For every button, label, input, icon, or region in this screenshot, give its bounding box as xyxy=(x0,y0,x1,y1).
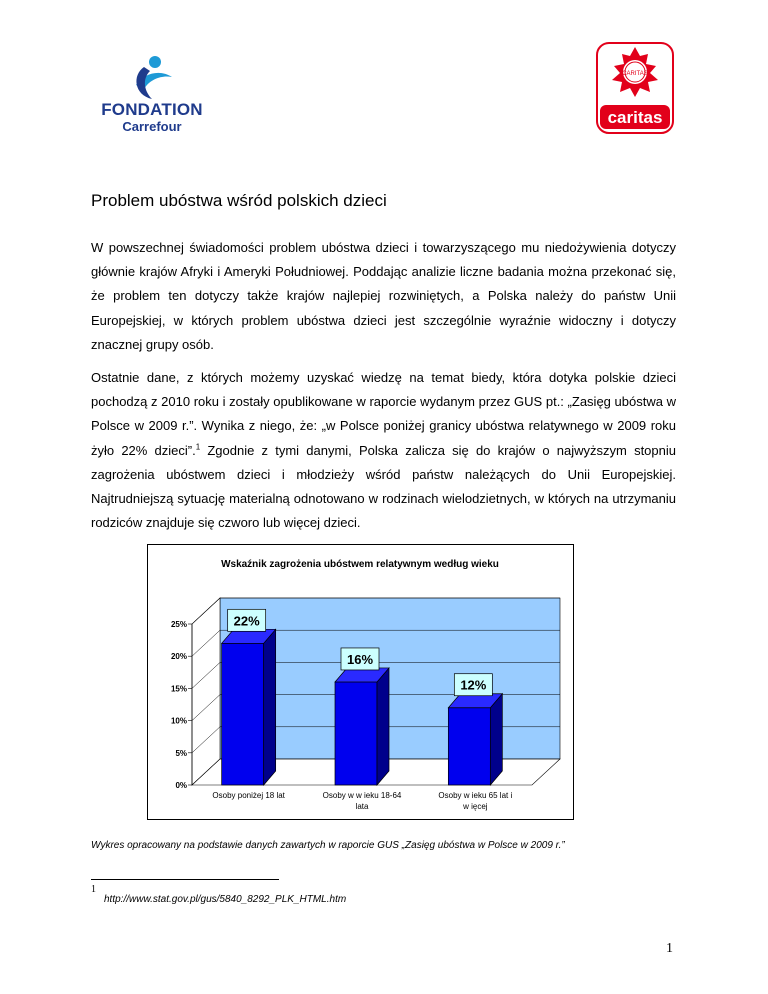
caritas-logo xyxy=(596,42,674,134)
caritas-seal-text: CARITAS xyxy=(622,71,648,77)
carrefour-logo-text: Carrefour xyxy=(122,119,182,134)
data-label: 12% xyxy=(460,677,487,693)
footnote-number: 1 xyxy=(91,884,96,895)
y-tick-label: 25% xyxy=(170,620,187,629)
y-tick-label: 15% xyxy=(170,684,187,694)
x-tick-label: Osoby w ieku 65 lat i xyxy=(438,791,513,800)
caritas-logo-text: caritas xyxy=(607,108,663,127)
fondation-carrefour-logo xyxy=(94,55,210,135)
data-label: 22% xyxy=(233,613,260,629)
bar xyxy=(448,708,490,785)
x-tick-label: Osoby w w ieku 18-64 xyxy=(322,791,402,800)
paragraph-2-part-1: Ostatnie dane, z których możemy uzyskać wiedzę na temat biedy, która dotyka polskie dzieci pochodzą z 2010 roku i zostały opublikowane w raporcie wydanym przez GUS pt.: „Zasięg ubóstwa w Polsce w 2009 r.”. Wynika z niego, że: „w Polsce poniżej granicy ubóstwa relatywnego w 2009 roku żyło 22% dzieci”. xyxy=(91,370,676,458)
footnote-ref: 1 xyxy=(195,442,201,452)
y-tick-label: 10% xyxy=(170,716,187,726)
x-tick-label: lata xyxy=(355,802,369,811)
y-tick-label: 0% xyxy=(175,781,187,790)
page-number: 1 xyxy=(666,941,673,956)
y-tick-label: 20% xyxy=(170,652,187,662)
bar-side xyxy=(264,629,276,785)
y-tick-label: 5% xyxy=(175,748,187,758)
chart-caption: Wykres opracowany na podstawie danych zawartych w raporcie GUS „Zasięg ubóstwa w Polsce w 2009 r.” xyxy=(91,840,565,851)
bar xyxy=(335,682,377,785)
bar-chart xyxy=(148,545,573,819)
data-label: 16% xyxy=(346,651,374,667)
bar xyxy=(222,643,264,785)
chart-side-wall xyxy=(192,598,220,785)
footnote-link[interactable]: http://www.stat.gov.pl/gus/5840_8292_PLK_HTML.htm xyxy=(104,894,347,905)
page-title: Problem ubóstwa wśród polskich dzieci xyxy=(91,191,387,210)
x-tick-label: Osoby poniżej 18 lat xyxy=(212,791,285,800)
bar-side xyxy=(377,668,389,785)
paragraph-1: W powszechnej świadomości problem ubóstwa dzieci i towarzyszącego mu niedożywienia dotyczy głównie krajów Afryki i Ameryki Południowej. Poddając analizie liczne badania można przekonać się, że problem ten dotyczy także krajów najlepiej rozwiniętych, a Polska należy do państw Unii Europejskiej, w których problem ubóstwa dzieci jest szczególnie wyraźnie widoczny i dotyczy znacznej grupy osób. xyxy=(91,240,676,352)
chart-title: Wskaźnik zagrożenia ubóstwem relatywnym według wieku xyxy=(221,559,499,570)
paragraph-2 xyxy=(91,366,676,535)
x-tick-label: w ięcej xyxy=(463,802,488,811)
bar-side xyxy=(490,694,502,785)
paragraph-2-part-2: Zgodnie z tymi danymi, Polska zalicza się do krajów o najwyższym stopniu zagrożenia ubóstwem dzieci i młodzieży wśród państw należących do Unii Europejskiej. Najtrudniejszą sytuację materialną odnotowano w rodzinach wielodzietnych, w których na utrzymaniu rodziców znajduje się czworo lub więcej dzieci. xyxy=(91,442,676,531)
chart-container xyxy=(147,544,574,820)
footnote-separator xyxy=(91,879,279,880)
fondation-carrefour-mark-icon xyxy=(122,55,182,101)
fondation-logo-text: FONDATION xyxy=(101,100,203,119)
